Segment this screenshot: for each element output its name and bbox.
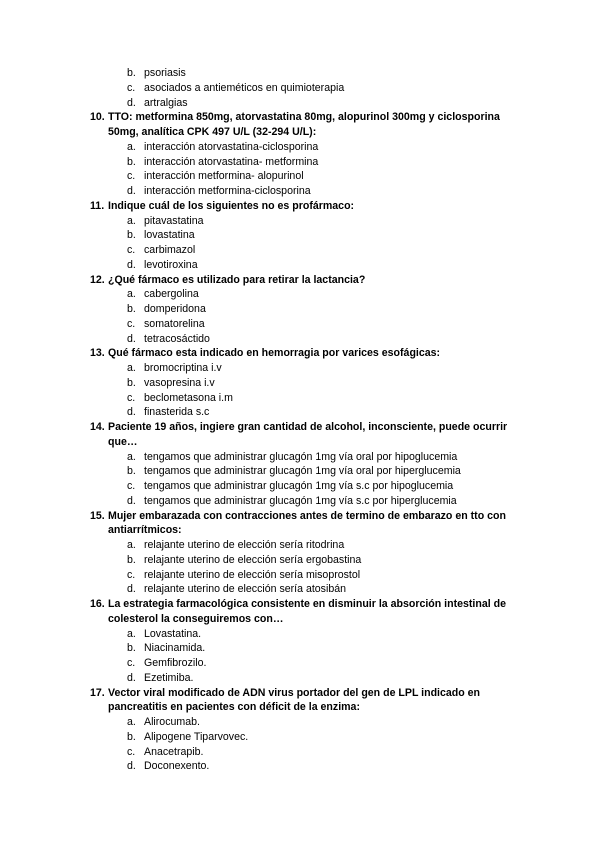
option-line bbox=[0, 228, 600, 243]
option-letter: d. bbox=[127, 583, 136, 596]
question-text: colesterol la conseguiremos con… bbox=[108, 612, 284, 625]
question-13 bbox=[0, 346, 600, 361]
option-line bbox=[0, 671, 600, 686]
option-letter: c. bbox=[127, 568, 136, 581]
option-line bbox=[0, 169, 600, 184]
option-letter: a. bbox=[127, 140, 136, 153]
option-text: tengamos que administrar glucagón 1mg vía oral por hiperglucemia bbox=[144, 465, 461, 478]
option-line bbox=[0, 464, 600, 479]
option-text: Ezetimiba. bbox=[144, 671, 194, 684]
option-letter: a. bbox=[127, 627, 136, 640]
option-text: Niacinamida. bbox=[144, 642, 206, 655]
question-text: antiarrítmicos: bbox=[108, 524, 182, 537]
option-line bbox=[0, 553, 600, 568]
option-text: beclometasona i.m bbox=[144, 391, 233, 404]
option-line bbox=[0, 66, 600, 81]
option-text: Alipogene Tiparvovec. bbox=[144, 730, 249, 743]
option-line bbox=[0, 405, 600, 420]
question-text: Indique cuál de los siguientes no es profármaco: bbox=[108, 199, 355, 212]
option-letter: b. bbox=[127, 642, 136, 655]
question-text: 50mg, analítica CPK 497 U/L (32-294 U/L): bbox=[108, 126, 317, 138]
option-line bbox=[0, 450, 600, 465]
option-letter: a. bbox=[127, 362, 136, 374]
question-text: Paciente 19 años, ingiere gran cantidad de alcohol, inconsciente, puede ocurrir bbox=[108, 421, 508, 433]
option-letter: a. bbox=[127, 450, 136, 463]
option-letter: b. bbox=[127, 229, 136, 242]
option-letter: d. bbox=[127, 671, 136, 684]
option-letter: d. bbox=[127, 332, 136, 345]
question-text: Qué fármaco esta indicado en hemorragia por varices esofágicas: bbox=[108, 347, 441, 360]
option-line bbox=[0, 391, 600, 406]
option-letter: d. bbox=[127, 406, 136, 419]
question-17 bbox=[0, 686, 600, 701]
option-text: asociados a antieméticos en quimioterapia bbox=[144, 81, 345, 94]
option-letter: c. bbox=[127, 657, 136, 669]
question-number: 15. bbox=[90, 509, 105, 522]
question-17-continuation bbox=[0, 700, 600, 715]
option-line bbox=[0, 302, 600, 317]
question-15-continuation bbox=[0, 523, 600, 538]
option-letter: a. bbox=[127, 539, 136, 551]
option-letter: b. bbox=[127, 730, 136, 743]
option-letter: d. bbox=[127, 185, 136, 197]
option-line bbox=[0, 214, 600, 229]
question-number: 16. bbox=[90, 598, 105, 610]
option-line bbox=[0, 479, 600, 494]
question-16-continuation bbox=[0, 612, 600, 627]
option-letter: b. bbox=[127, 553, 136, 566]
question-16 bbox=[0, 597, 600, 612]
option-text: interacción metformina- alopurinol bbox=[144, 170, 304, 183]
option-text: vasopresina i.v bbox=[144, 376, 215, 389]
option-line bbox=[0, 582, 600, 597]
option-line bbox=[0, 745, 600, 760]
question-text: Mujer embarazada con contracciones antes de termino de embarazo en tto con bbox=[108, 509, 506, 522]
option-letter: a. bbox=[127, 214, 136, 227]
option-text: tengamos que administrar glucagón 1mg vía s.c por hiperglucemia bbox=[144, 494, 457, 507]
option-text: domperidona bbox=[144, 303, 206, 315]
option-letter: c. bbox=[127, 81, 136, 94]
option-letter: c. bbox=[127, 244, 136, 256]
option-text: tengamos que administrar glucagón 1mg vía s.c por hipoglucemia bbox=[144, 480, 454, 492]
question-14 bbox=[0, 420, 600, 435]
option-letter: b. bbox=[127, 376, 136, 389]
option-text: relajante uterino de elección sería ergobastina bbox=[144, 553, 362, 566]
option-text: interacción atorvastatina-ciclosporina bbox=[144, 140, 319, 153]
question-15 bbox=[0, 509, 600, 524]
option-text: relajante uterino de elección sería ritodrina bbox=[144, 539, 345, 551]
question-12 bbox=[0, 273, 600, 288]
question-text: TTO: metformina 850mg, atorvastatina 80mg, alopurinol 300mg y ciclosporina bbox=[108, 111, 500, 124]
option-text: Gemfibrozilo. bbox=[144, 657, 207, 669]
question-11 bbox=[0, 199, 600, 214]
question-number: 13. bbox=[90, 347, 105, 360]
option-text: somatorelina bbox=[144, 317, 205, 330]
option-line bbox=[0, 494, 600, 509]
option-line bbox=[0, 258, 600, 273]
option-line bbox=[0, 730, 600, 745]
option-letter: c. bbox=[127, 480, 136, 492]
option-letter: c. bbox=[127, 317, 136, 330]
option-letter: b. bbox=[127, 465, 136, 478]
option-letter: c. bbox=[127, 170, 136, 183]
option-text: psoriasis bbox=[144, 67, 186, 79]
question-14-continuation bbox=[0, 435, 600, 450]
option-text: relajante uterino de elección sería atosibán bbox=[144, 583, 347, 596]
option-text: artralgias bbox=[144, 96, 188, 109]
option-text: interacción metformina-ciclosporina bbox=[144, 185, 311, 197]
option-text: relajante uterino de elección sería misoprostol bbox=[144, 568, 361, 581]
option-line bbox=[0, 155, 600, 170]
option-line bbox=[0, 287, 600, 302]
option-line bbox=[0, 184, 600, 199]
option-line bbox=[0, 568, 600, 583]
option-line bbox=[0, 538, 600, 553]
option-line bbox=[0, 641, 600, 656]
option-letter: b. bbox=[127, 155, 136, 168]
option-letter: c. bbox=[127, 391, 136, 404]
question-number: 11. bbox=[90, 199, 105, 212]
option-text: cabergolina bbox=[144, 288, 199, 301]
option-line bbox=[0, 376, 600, 391]
option-line bbox=[0, 243, 600, 258]
option-letter: a. bbox=[127, 716, 136, 728]
option-line bbox=[0, 715, 600, 730]
question-10 bbox=[0, 110, 600, 125]
question-number: 10. bbox=[90, 111, 105, 124]
option-line bbox=[0, 656, 600, 671]
option-letter: b. bbox=[127, 303, 136, 315]
question-text: pancreatitis en pacientes con déficit de la enzima: bbox=[108, 701, 360, 714]
option-text: finasterida s.c bbox=[144, 406, 210, 419]
option-line bbox=[0, 361, 600, 376]
option-text: lovastatina bbox=[144, 229, 195, 242]
option-letter: b. bbox=[127, 67, 136, 79]
question-text: Vector viral modificado de ADN virus portador del gen de LPL indicado en bbox=[108, 686, 481, 699]
option-text: interacción atorvastatina- metformina bbox=[144, 155, 319, 168]
option-line bbox=[0, 759, 600, 774]
option-text: levotiroxina bbox=[144, 258, 198, 271]
question-number: 12. bbox=[90, 273, 105, 286]
option-text: Anacetrapib. bbox=[144, 745, 204, 758]
option-letter: d. bbox=[127, 760, 136, 773]
question-10-continuation bbox=[0, 125, 600, 140]
document-page bbox=[0, 66, 600, 774]
option-text: tengamos que administrar glucagón 1mg vía oral por hipoglucemia bbox=[144, 450, 458, 463]
question-text: La estrategia farmacológica consistente en disminuir la absorción intestinal de bbox=[108, 598, 506, 610]
option-text: Lovastatina. bbox=[144, 627, 202, 640]
option-letter: a. bbox=[127, 288, 136, 301]
option-text: pitavastatina bbox=[144, 214, 204, 227]
option-line bbox=[0, 627, 600, 642]
option-line bbox=[0, 96, 600, 111]
option-text: carbimazol bbox=[144, 244, 196, 256]
option-line bbox=[0, 140, 600, 155]
question-text: ¿Qué fármaco es utilizado para retirar la lactancia? bbox=[108, 273, 366, 286]
question-text: que… bbox=[108, 435, 138, 448]
option-letter: d. bbox=[127, 96, 136, 109]
question-number: 14. bbox=[90, 421, 105, 433]
option-line bbox=[0, 332, 600, 347]
option-text: bromocriptina i.v bbox=[144, 362, 222, 374]
option-line bbox=[0, 81, 600, 96]
option-letter: d. bbox=[127, 494, 136, 507]
option-text: Doconexento. bbox=[144, 760, 210, 773]
option-text: tetracosáctido bbox=[144, 332, 210, 345]
option-letter: c. bbox=[127, 745, 136, 758]
option-text: Alirocumab. bbox=[144, 716, 200, 728]
option-line bbox=[0, 317, 600, 332]
option-letter: d. bbox=[127, 258, 136, 271]
question-number: 17. bbox=[90, 686, 105, 699]
